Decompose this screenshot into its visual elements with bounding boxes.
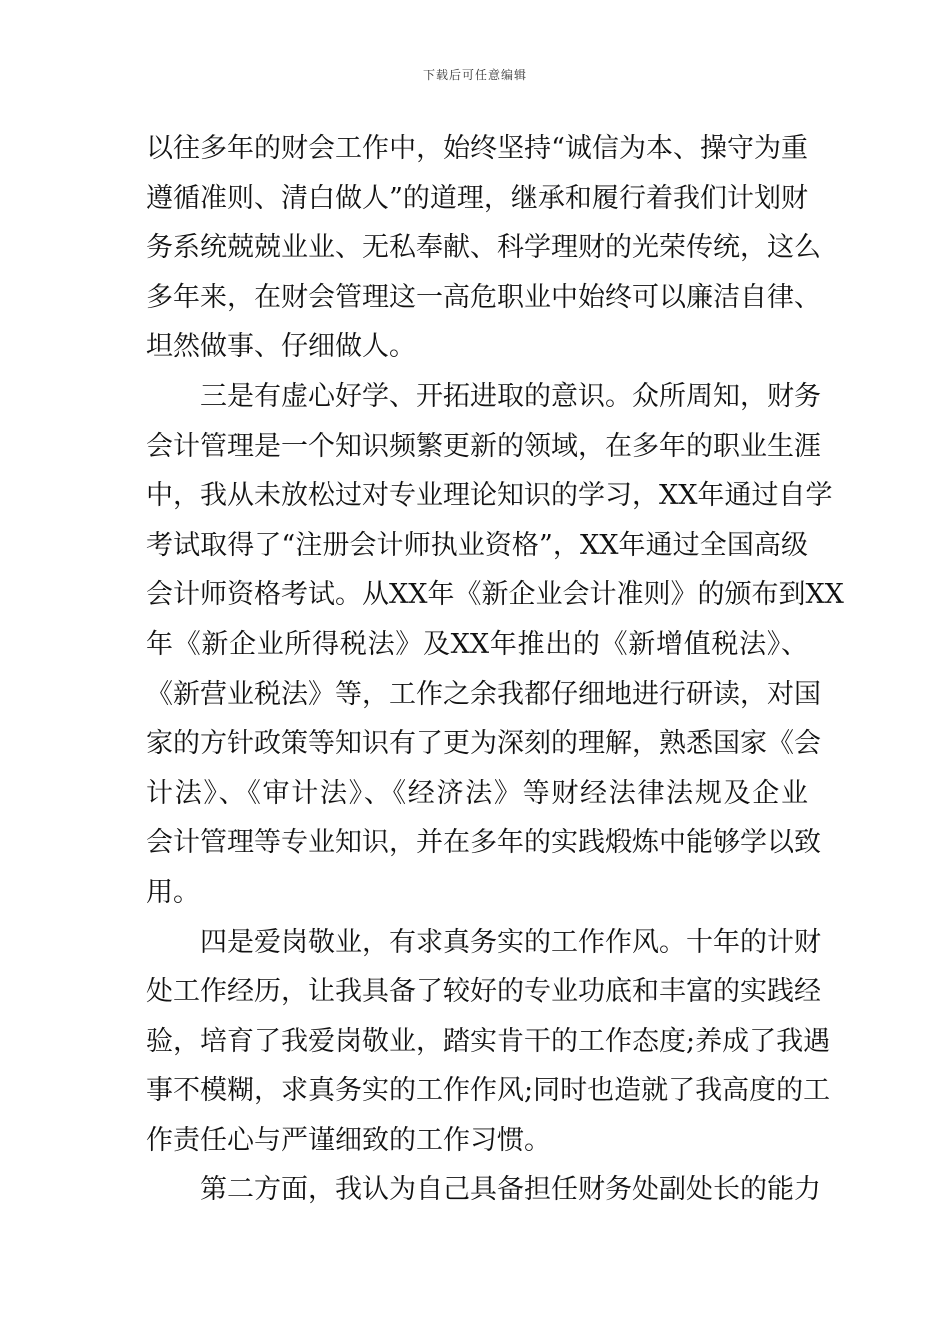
paragraph-4 <box>146 1165 821 1215</box>
paragraph-3 <box>146 918 831 1166</box>
text-line: 中，我从未放松过对专业理论知识的学习，XX年通过自学 <box>146 480 833 512</box>
text-line: 用。 <box>146 876 200 908</box>
text-line: 遵循准则、清白做人”的道理，继承和履行着我们计划财 <box>146 182 808 214</box>
text-line: 作责任心与严谨细致的工作习惯。 <box>146 1124 551 1156</box>
text-line: 以往多年的财会工作中，始终坚持“诚信为本、操守为重 <box>146 133 808 164</box>
text-line: 务系统兢兢业业、无私奉献、科学理财的光荣传统，这么 <box>146 232 821 264</box>
text-line: 会计管理等专业知识，并在多年的实践煅炼中能够学以致 <box>146 827 821 859</box>
text-line: 会计管理是一个知识频繁更新的领域，在多年的职业生涯 <box>146 430 821 462</box>
text-line: 坦然做事、仔细做人。 <box>146 331 416 363</box>
page-header: 下载后可任意编辑 <box>422 68 527 82</box>
text-line: 会计师资格考试。从XX年《新企业会计准则》的颁布到XX <box>146 579 844 611</box>
text-line: 年《新企业所得税法》及XX年推出的《新增值税法》、 <box>146 628 808 660</box>
text-line: 三是有虚心好学、开拓进取的意识。众所周知，财务 <box>200 380 821 412</box>
text-line: 计法》、《审计法》、《经济法》等财经法律法规及企业 <box>146 777 808 809</box>
text-line: 事不模糊，求真务实的工作作风;同时也造就了我高度的工 <box>146 1075 831 1107</box>
text-line: 四是爱岗敬业，有求真务实的工作作风。十年的计财 <box>200 926 821 958</box>
text-line: 《新营业税法》等，工作之余我都仔细地进行研读，对国 <box>146 678 821 710</box>
text-line: 考试取得了“注册会计师执业资格”，XX年通过全国高级 <box>146 529 808 561</box>
text-line: 第二方面，我认为自己具备担任财务处副处长的能力 <box>200 1174 821 1206</box>
text-line: 多年来，在财会管理这一高危职业中始终可以廉洁自律、 <box>146 281 821 313</box>
text-line: 处工作经历，让我具备了较好的专业功底和丰富的实践经 <box>146 976 821 1008</box>
paragraph-1 <box>146 124 821 372</box>
text-line: 家的方针政策等知识有了更为深刻的理解，熟悉国家《会 <box>146 728 821 760</box>
text-line: 验，培育了我爱岗敬业，踏实肯干的工作态度;养成了我遇 <box>146 1025 831 1057</box>
document-body <box>146 124 844 1215</box>
paragraph-2 <box>146 372 844 918</box>
